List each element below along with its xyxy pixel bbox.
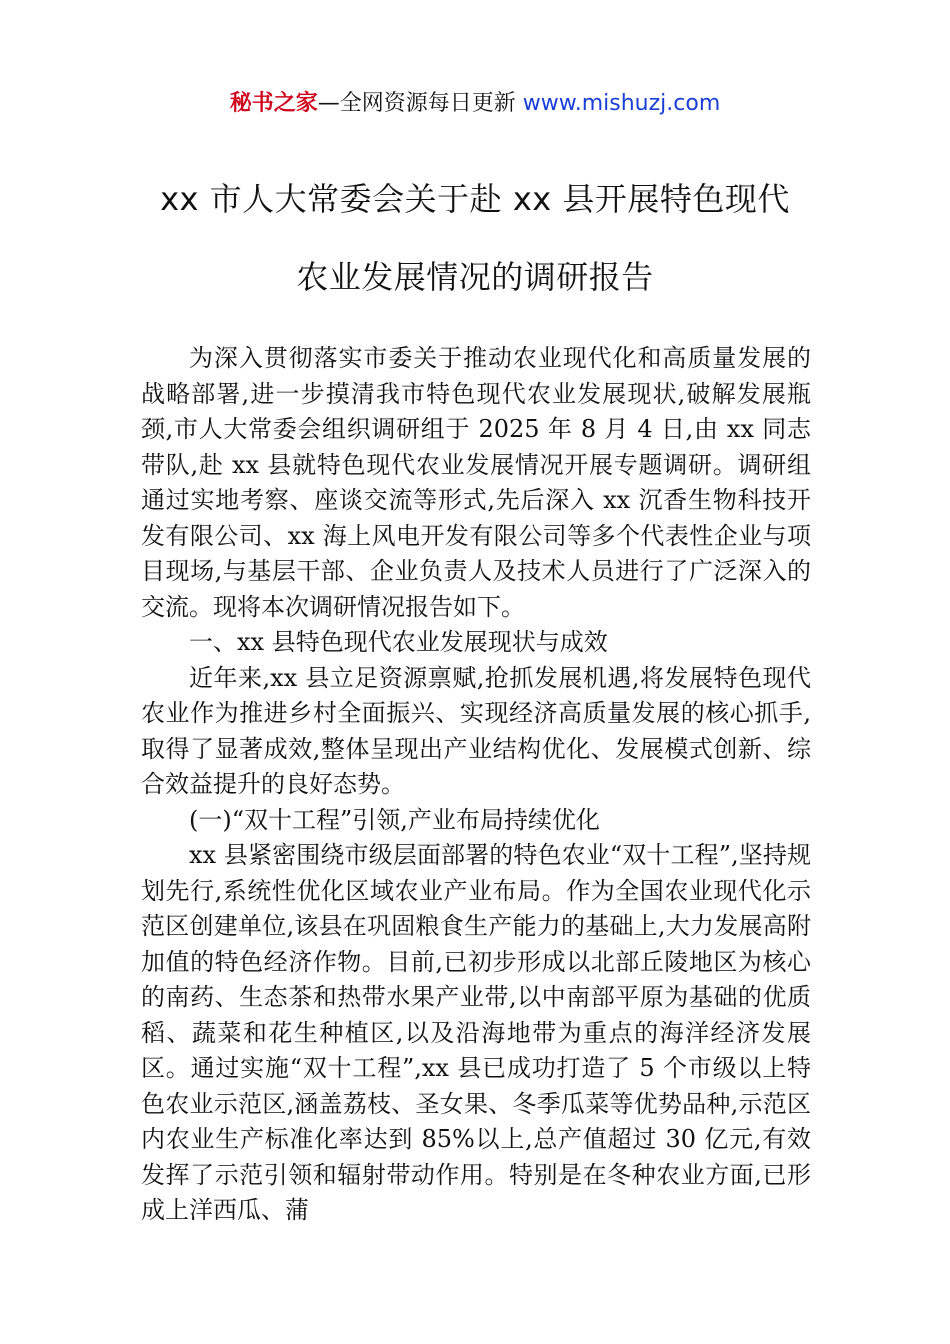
title-line-1: xx 市人大常委会关于赴 xx 县开展特色现代 [160, 180, 790, 218]
subsection-1-paragraph: xx 县紧密围绕市级层面部署的特色农业“双十工程”,坚持规划先行,系统性优化区域农业产业布局。作为全国农业现代化示范区创建单位,该县在巩固粮食生产能力的基础上,大力发展高附加值的特色经济作物。目前,已初步形成以北部丘陵地区为核心的南药、生态茶和热带水果产业带,以中南部平原为基础的优质稻、蔬菜和花生种植区,以及沿海地带为重点的海洋经济发展区。通过实施“双十工程”,xx 县已成功打造了 5 个市级以上特色农业示范区,涵盖荔枝、圣女果、冬季瓜菜等优势品种,示范区内农业生产标准化率达到 85%以上,总产值超过 30 亿元,有效发挥了示范引领和辐射带动作用。特别是在冬种农业方面,已形成上洋西瓜、蒲 [141, 841, 811, 1224]
brand-name: 秘书之家 [229, 91, 318, 116]
title-line-2: 农业发展情况的调研报告 [296, 258, 654, 296]
site-url-link[interactable]: www.mishuzj.com [522, 91, 721, 116]
site-header [0, 86, 950, 122]
section-heading-1: 一、xx 县特色现代农业发展现状与成效 [189, 628, 608, 656]
intro-paragraph: 为深入贯彻落实市委关于推动农业现代化和高质量发展的战略部署,进一步摸清我市特色现代农业发展现状,破解发展瓶颈,市人大常委会组织调研组于 2025 年 8 月 4 日,由 xx 同志带队,赴 xx 县就特色现代农业发展情况开展专题调研。调研组通过实地考察、座谈交流等形式,先后深入 xx 沉香生物科技开发有限公司、xx 海上风电开发有限公司等多个代表性企业与项目现场,与基层干部、企业负责人及技术人员进行了广泛深入的交流。现将本次调研情况报告如下。 [141, 344, 811, 621]
subsection-heading-1: (一)“双十工程”引领,产业布局持续优化 [189, 805, 600, 834]
header-tagline: —全网资源每日更新 [317, 91, 523, 116]
document-title [120, 160, 830, 316]
section-1-paragraph: 近年来,xx 县立足资源禀赋,抢抓发展机遇,将发展特色现代农业作为推进乡村全面振兴、实现经济高质量发展的核心抓手,取得了显著成效,整体呈现出产业结构优化、发展模式创新、综合效益提升的良好态势。 [141, 663, 811, 798]
document-body [141, 341, 811, 1229]
